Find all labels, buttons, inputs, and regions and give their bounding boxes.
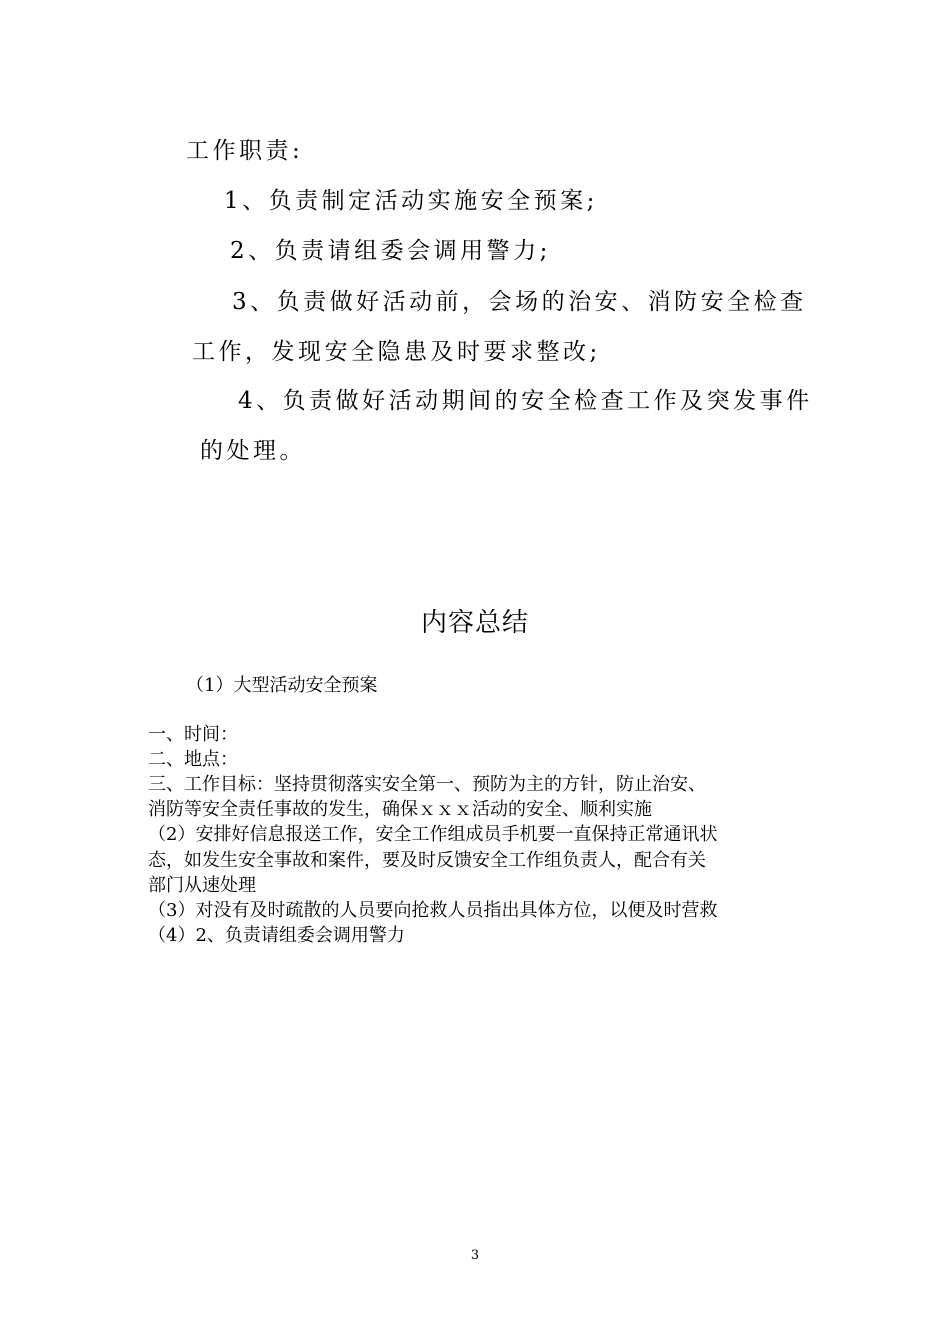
duty-item-4-line-1: 4、负责做好活动期间的安全检查工作及突发事件: [238, 388, 813, 414]
summary-line: 消防等安全责任事故的发生，确保ｘｘｘ活动的安全、顺利实施: [148, 799, 652, 820]
summary-line: 部门从速处理: [148, 875, 256, 896]
summary-line: （2）安排好信息报送工作，安全工作组成员手机要一直保持正常通讯状: [148, 824, 718, 845]
duty-item-1: 1、负责制定活动实施安全预案;: [224, 188, 598, 214]
page-number: 3: [470, 1248, 480, 1263]
duty-item-3-line-2: 工作，发现安全隐患及时要求整改;: [192, 339, 601, 365]
duty-item-3-line-1: 3、负责做好活动前，会场的治安、消防安全检查: [232, 289, 807, 315]
duty-item-4-line-2: 的处理。: [200, 438, 306, 464]
summary-line: （4）2、负责请组委会调用警力: [148, 925, 405, 946]
summary-title: 内容总结: [420, 608, 529, 638]
summary-line: 三、工作目标：坚持贯彻落实安全第一、预防为主的方针，防止治安、: [148, 774, 706, 795]
summary-line: （3）对没有及时疏散的人员要向抢救人员指出具体方位，以便及时营救: [148, 900, 718, 921]
duties-heading: 工作职责:: [186, 138, 304, 164]
summary-line: 二、地点：: [148, 749, 238, 770]
summary-subtitle: （1）大型活动安全预案: [186, 675, 378, 696]
summary-line: 态，如发生安全事故和案件，要及时反馈安全工作组负责人，配合有关: [148, 850, 706, 871]
summary-line: 一、时间：: [148, 724, 238, 745]
duty-item-2: 2、负责请组委会调用警力;: [230, 238, 551, 264]
